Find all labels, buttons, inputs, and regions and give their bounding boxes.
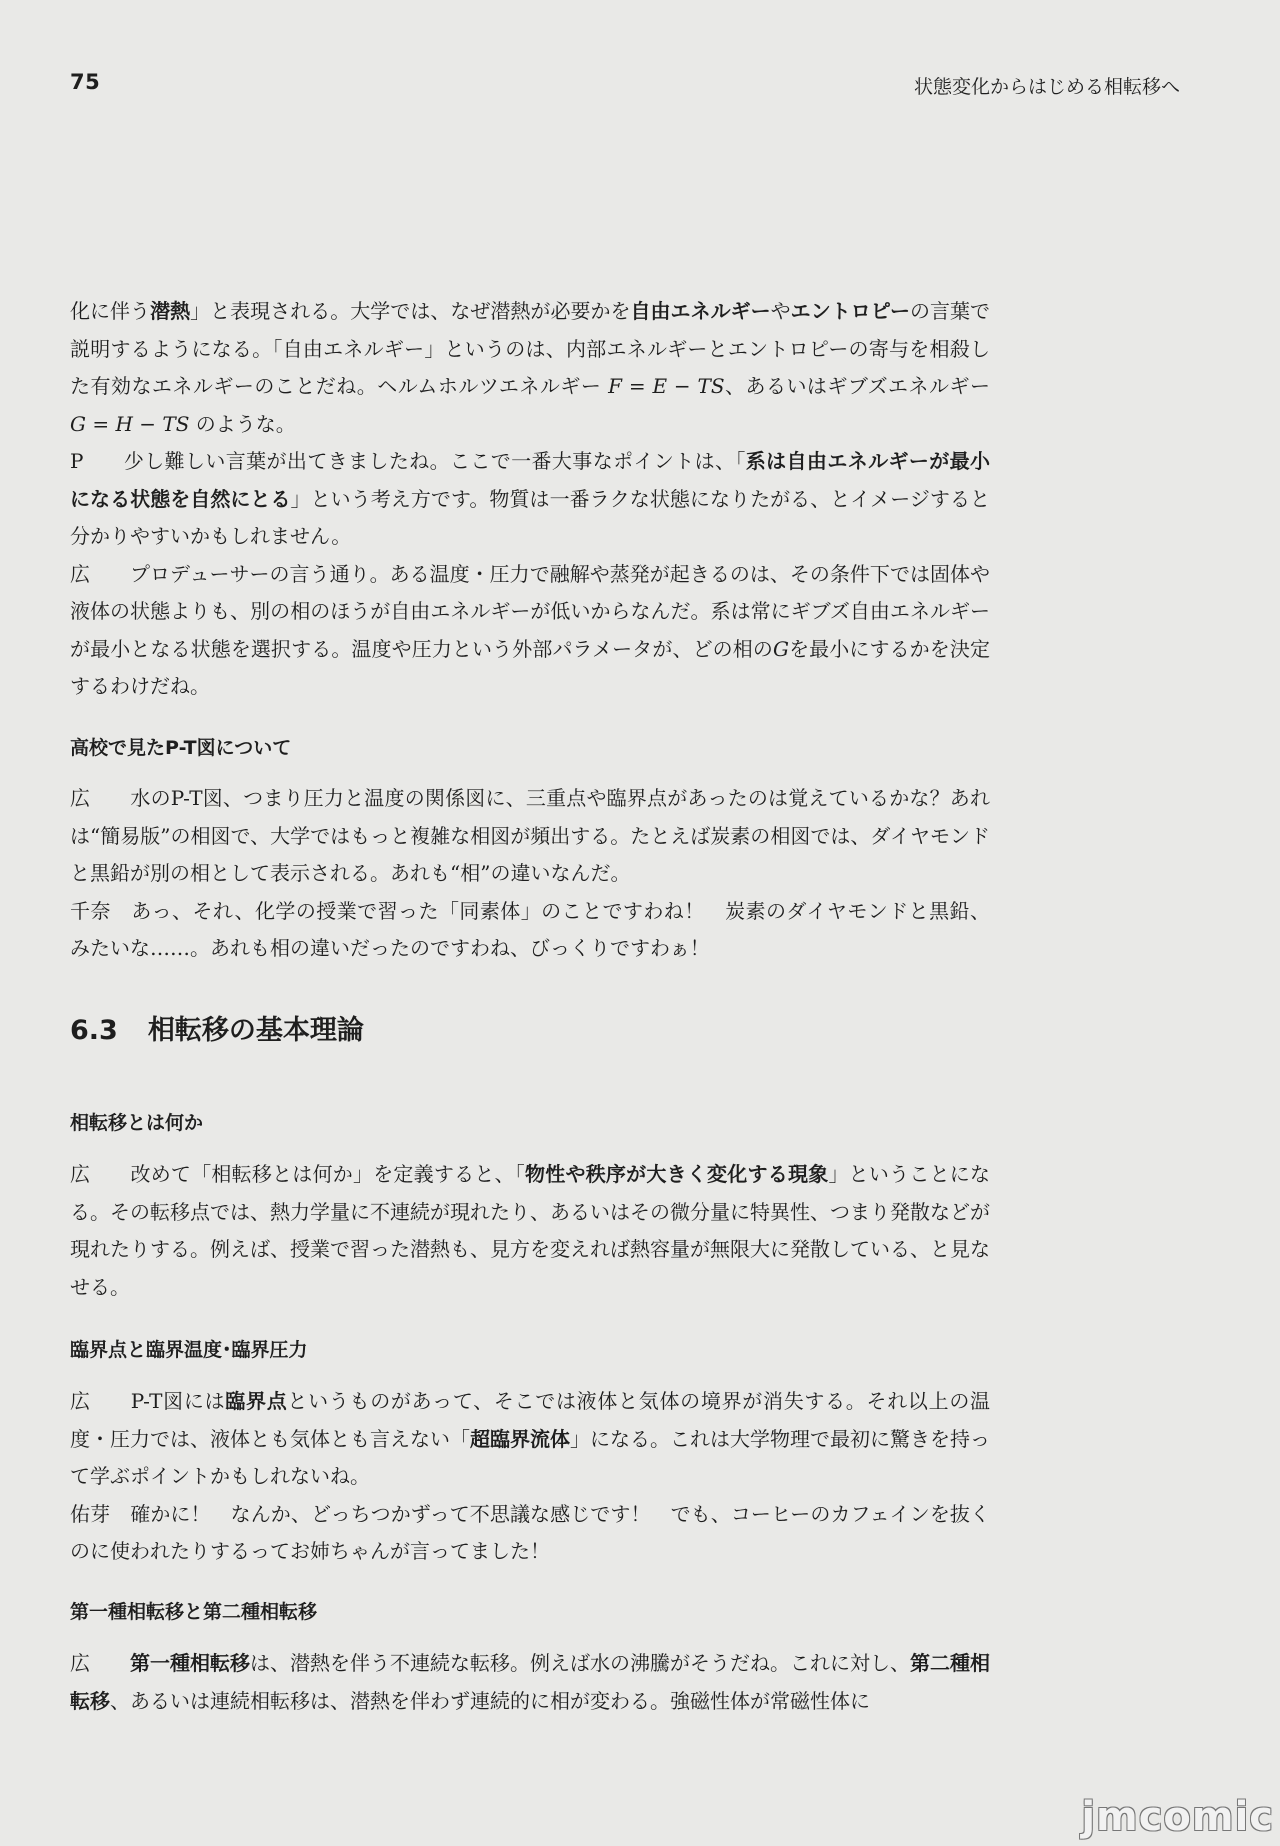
running-header: 状態変化からはじめる相転移へ <box>913 76 1180 98</box>
subheading-transition-order: 第一種相転移と第二種相転移 <box>70 1601 318 1623</box>
text-run: 佑芽 <box>70 1501 131 1526</box>
text-run: の言葉で説明するようになる。「自由エネルギー」というのは、内部エネルギーとエントロピーの寄与を相殺した有効なエネルギーのことだね。ヘルムホルツエネルギー <box>70 299 991 398</box>
text-run: というものがあって、そこでは液体と気体の境界が消失する。それ以上の温度・圧力では、液体とも気体とも言えない「 <box>70 1389 991 1451</box>
speaker-label: 広 <box>70 1651 90 1675</box>
text-run: 改めて「相転移とは何か」を定義すると、「 <box>130 1162 526 1186</box>
speaker-label: 広 <box>70 561 91 586</box>
text-run: 」と表現される。大学では、なぜ潜熱が必要かを <box>190 299 631 323</box>
bold-term: 第一種相転移 <box>130 1651 250 1675</box>
dialogue-hiro <box>70 1645 990 1720</box>
section-title: 相転移の基本理論 <box>147 1015 364 1046</box>
bold-term: エントロピー <box>790 299 910 323</box>
text-run: 化に伴う <box>70 299 151 323</box>
page-number: 75 <box>70 70 101 94</box>
dialogue-block-pt <box>70 780 990 968</box>
text-run: 」ということになる。その転移点では、熱力学量に不連続が現れたり、あるいはその微分量に特異性、つまり発散などが現れたりする。例えば、授業で習った潜熱も、見方を変えれば熱容量が無限大に発散している、と見なせる。 <box>70 1162 991 1299</box>
bold-term: 潜熱 <box>150 299 191 323</box>
dialogue-china <box>70 893 990 968</box>
bold-term: 第二種相転移 <box>70 1651 990 1713</box>
text-run: のような。 <box>189 411 296 436</box>
bold-term: 超臨界流体 <box>470 1426 570 1451</box>
speaker-label: P <box>70 449 84 473</box>
subheading-critical-point: 臨界点と臨界温度･臨界圧力 <box>70 1339 308 1361</box>
text-run: 千奈 <box>70 898 132 923</box>
dialogue-hiro <box>70 1383 990 1496</box>
math-expression: G = H − TS <box>70 411 190 436</box>
bold-term: 自由エネルギー <box>630 299 771 323</box>
text-run: あっ、それ、化学の授業で習った「同素体」のことですわね！ 炭素のダイヤモンドと黒鉛、みたいな……。あれも相の違いだったのですわね、びっくりですわぁ！ <box>70 898 990 960</box>
text-run: は、潜熱を伴う不連続な転移。例えば水の沸騰がそうだね。これに対し、 <box>250 1651 910 1675</box>
bold-term: 系は自由エネルギーが最小になる状態を自然にとる <box>70 449 991 511</box>
text-run: プロデューサーの言う通り。ある温度・圧力で融解や蒸発が起きるのは、その条件下では固体や液体の状態よりも、別の相のほうが自由エネルギーが低いからなんだ。系は常にギブズ自由エネルギーが最小となる状態を選択する。温度や圧力という外部パラメータが、どの相の <box>70 561 990 661</box>
subheading-pt-diagram: 高校で見たP-T図について <box>70 737 292 759</box>
text-run: 」になる。これは大学物理で最初に驚きを持って学ぶポイントかもしれないね。 <box>70 1426 990 1488</box>
paragraph-text <box>70 293 990 443</box>
watermark-logo: jmcomic <box>1081 1794 1274 1840</box>
dialogue-hiro <box>70 780 990 893</box>
bold-term: 臨界点 <box>225 1389 288 1413</box>
section-number: 6.3 <box>70 1015 118 1046</box>
text-run: P-T図には <box>130 1389 226 1413</box>
math-expression: F = E − TS <box>608 374 725 398</box>
text-run: を最小にするかを決定するわけだね。 <box>70 636 990 698</box>
text-run: や <box>770 299 791 323</box>
bold-term: 物性や秩序が大きく変化する現象 <box>525 1162 829 1186</box>
dialogue-hiro <box>70 1156 990 1306</box>
text-run: 」という考え方です。物質は一番ラクな状態になりたがる、とイメージすると分かりやすいかもしれません。 <box>70 486 990 548</box>
speaker-label: 広 <box>70 786 91 810</box>
speaker-label: 広 <box>70 1389 91 1413</box>
section-heading <box>70 1008 990 1047</box>
dialogue-hiro <box>70 556 990 706</box>
speaker-label: 広 <box>70 1162 91 1186</box>
dialogue-producer <box>70 443 990 556</box>
dialogue-ume <box>70 1496 990 1571</box>
paragraph-latent-heat <box>70 293 990 706</box>
text-run: 、あるいは連続相転移は、潜熱を伴わず連続的に相が変わる。強磁性体が常磁性体に <box>110 1688 870 1713</box>
math-expression: G <box>772 636 789 661</box>
subheading-what-is-phase-transition: 相転移とは何か <box>70 1112 204 1134</box>
dialogue-block-critical <box>70 1383 990 1571</box>
text-run: 、あるいはギブズエネルギー <box>724 374 990 398</box>
text-run: 水のP-T図、つまり圧力と温度の関係図に、三重点や臨界点があったのは覚えているかな？あれは“簡易版”の相図で、大学ではもっと複雑な相図が頻出する。たとえば炭素の相図では、ダイヤモンドと黒鉛が別の相として表示される。あれも“相”の違いなんだ。 <box>70 786 990 885</box>
text-run: 確かに！ なんか、どっちつかずって不思議な感じです！ でも、コーヒーのカフェインを抜くのに使われたりするってお姉ちゃんが言ってました！ <box>70 1501 991 1563</box>
text-run: 少し難しい言葉が出てきましたね。ここで一番大事なポイントは、「 <box>123 449 746 473</box>
